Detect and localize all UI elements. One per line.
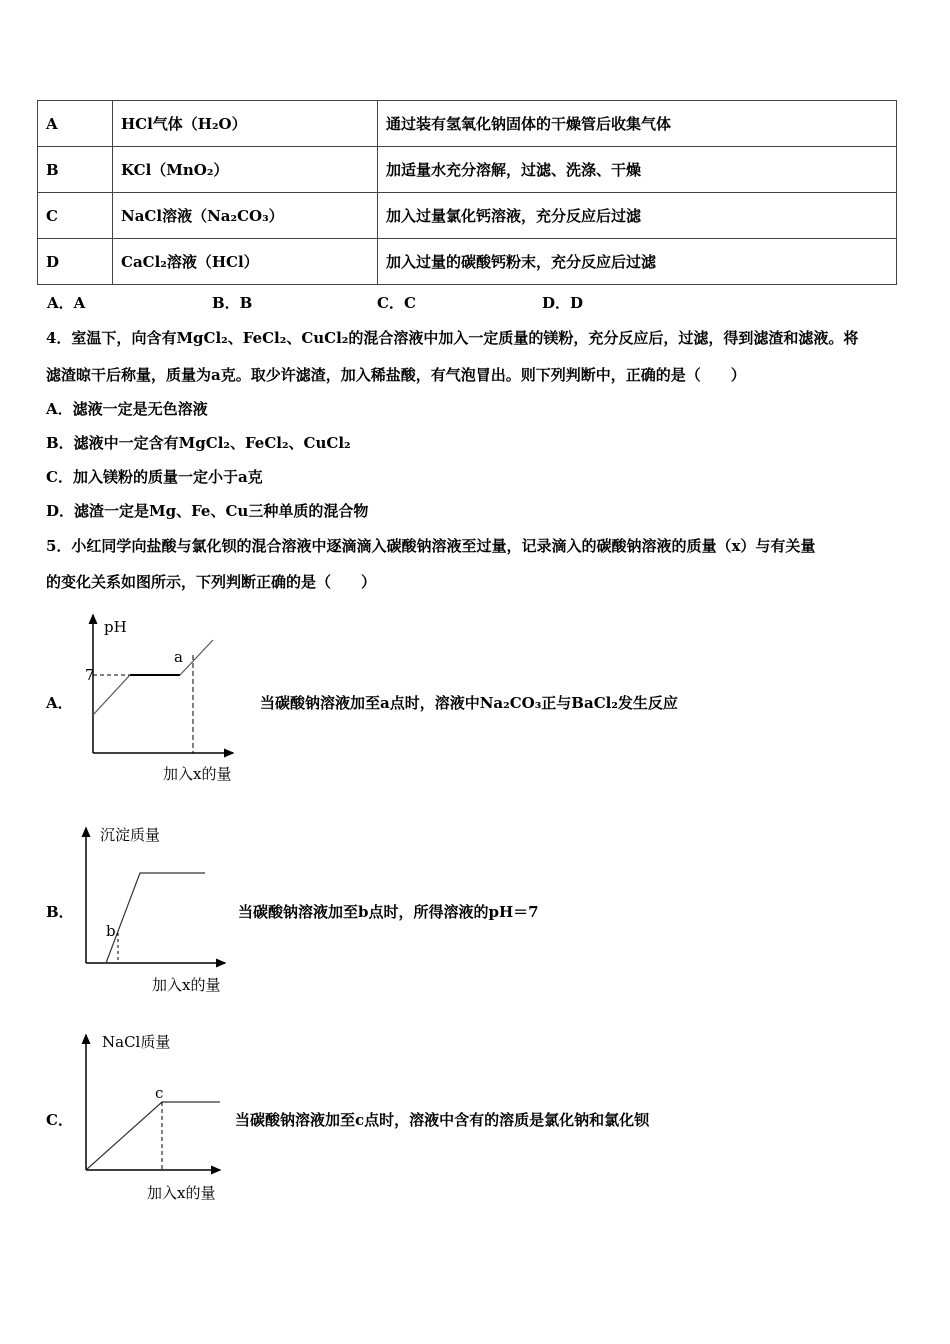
x-axis-label: 加入x的量 <box>147 1184 216 1202</box>
q5-option-a-statement: 当碳酸钠溶液加至a点时，溶液中Na₂CO₃正与BaCl₂发生反应 <box>260 694 678 712</box>
q4-stem-line1: 4．室温下，向含有MgCl₂、FeCl₂、CuCl₂的混合溶液中加入一定质量的镁粉，充分反应后，过滤，得到滤渣和滤液。将 <box>46 329 859 347</box>
q3-choice-d: D．D <box>542 294 584 312</box>
method-cell: 通过装有氢氧化钠固体的干燥管后收集气体 <box>378 101 897 147</box>
y-axis-label: pH <box>104 618 127 636</box>
precipitate-curve <box>106 873 205 963</box>
q5-stem-line1: 5．小红同学向盐酸与氯化钡的混合溶液中逐滴滴入碳酸钠溶液至过量，记录滴入的碳酸钠溶液的质量（x）与有关量 <box>46 537 816 555</box>
x-axis-label: 加入x的量 <box>163 765 232 783</box>
option-cell: B <box>38 147 113 193</box>
q3-choice-c: C．C <box>377 294 416 312</box>
q4-stem-line2: 滤渣晾干后称量，质量为a克。取少许滤渣，加入稀盐酸，有气泡冒出。则下列判断中，正确的是（ ） <box>46 366 746 384</box>
q5-stem-line2: 的变化关系如图所示，下列判断正确的是（ ） <box>46 573 377 591</box>
q3-choice-a: A．A <box>47 294 86 312</box>
q4-choice-a: A．滤液一定是无色溶液 <box>46 400 208 418</box>
ph-curve-1 <box>93 675 180 715</box>
ph-curve-2 <box>180 640 213 675</box>
point-b-label: b <box>106 922 116 940</box>
option-cell: D <box>38 239 113 285</box>
point-c-label: c <box>155 1084 164 1102</box>
graph-b <box>86 826 225 994</box>
graph-c <box>86 1033 220 1202</box>
q5-option-b-statement: 当碳酸钠溶液加至b点时，所得溶液的pH＝7 <box>238 903 539 921</box>
nacl-curve <box>86 1102 220 1170</box>
graph-a <box>85 615 233 783</box>
y-axis-label: NaCl质量 <box>102 1033 171 1051</box>
method-cell: 加适量水充分溶解，过滤、洗涤、干燥 <box>378 147 897 193</box>
q4-choice-d: D．滤渣一定是Mg、Fe、Cu三种单质的混合物 <box>46 502 369 520</box>
q5-option-c-label: C． <box>46 1111 73 1129</box>
x-axis-label: 加入x的量 <box>152 976 221 994</box>
substance-cell: CaCl₂溶液（HCl） <box>113 239 378 285</box>
q5-option-a-label: A． <box>46 694 73 712</box>
y-axis-label: 沉淀质量 <box>100 826 161 844</box>
substance-cell: NaCl溶液（Na₂CO₃） <box>113 193 378 239</box>
q5-option-c-statement: 当碳酸钠溶液加至c点时，溶液中含有的溶质是氯化钠和氯化钡 <box>235 1111 650 1129</box>
method-cell: 加入过量氯化钙溶液，充分反应后过滤 <box>378 193 897 239</box>
option-cell: C <box>38 193 113 239</box>
q3-choice-b: B．B <box>212 294 253 312</box>
substance-cell: HCl气体（H₂O） <box>113 101 378 147</box>
point-a-label: a <box>174 648 183 666</box>
q5-option-b-label: B． <box>46 903 74 921</box>
q4-choice-b: B．滤液中一定含有MgCl₂、FeCl₂、CuCl₂ <box>46 434 351 452</box>
substance-cell: KCl（MnO₂） <box>113 147 378 193</box>
option-cell: A <box>38 101 113 147</box>
method-cell: 加入过量的碳酸钙粉末，充分反应后过滤 <box>378 239 897 285</box>
q4-choice-c: C．加入镁粉的质量一定小于a克 <box>46 468 263 486</box>
y-tick-7: 7 <box>85 666 95 684</box>
